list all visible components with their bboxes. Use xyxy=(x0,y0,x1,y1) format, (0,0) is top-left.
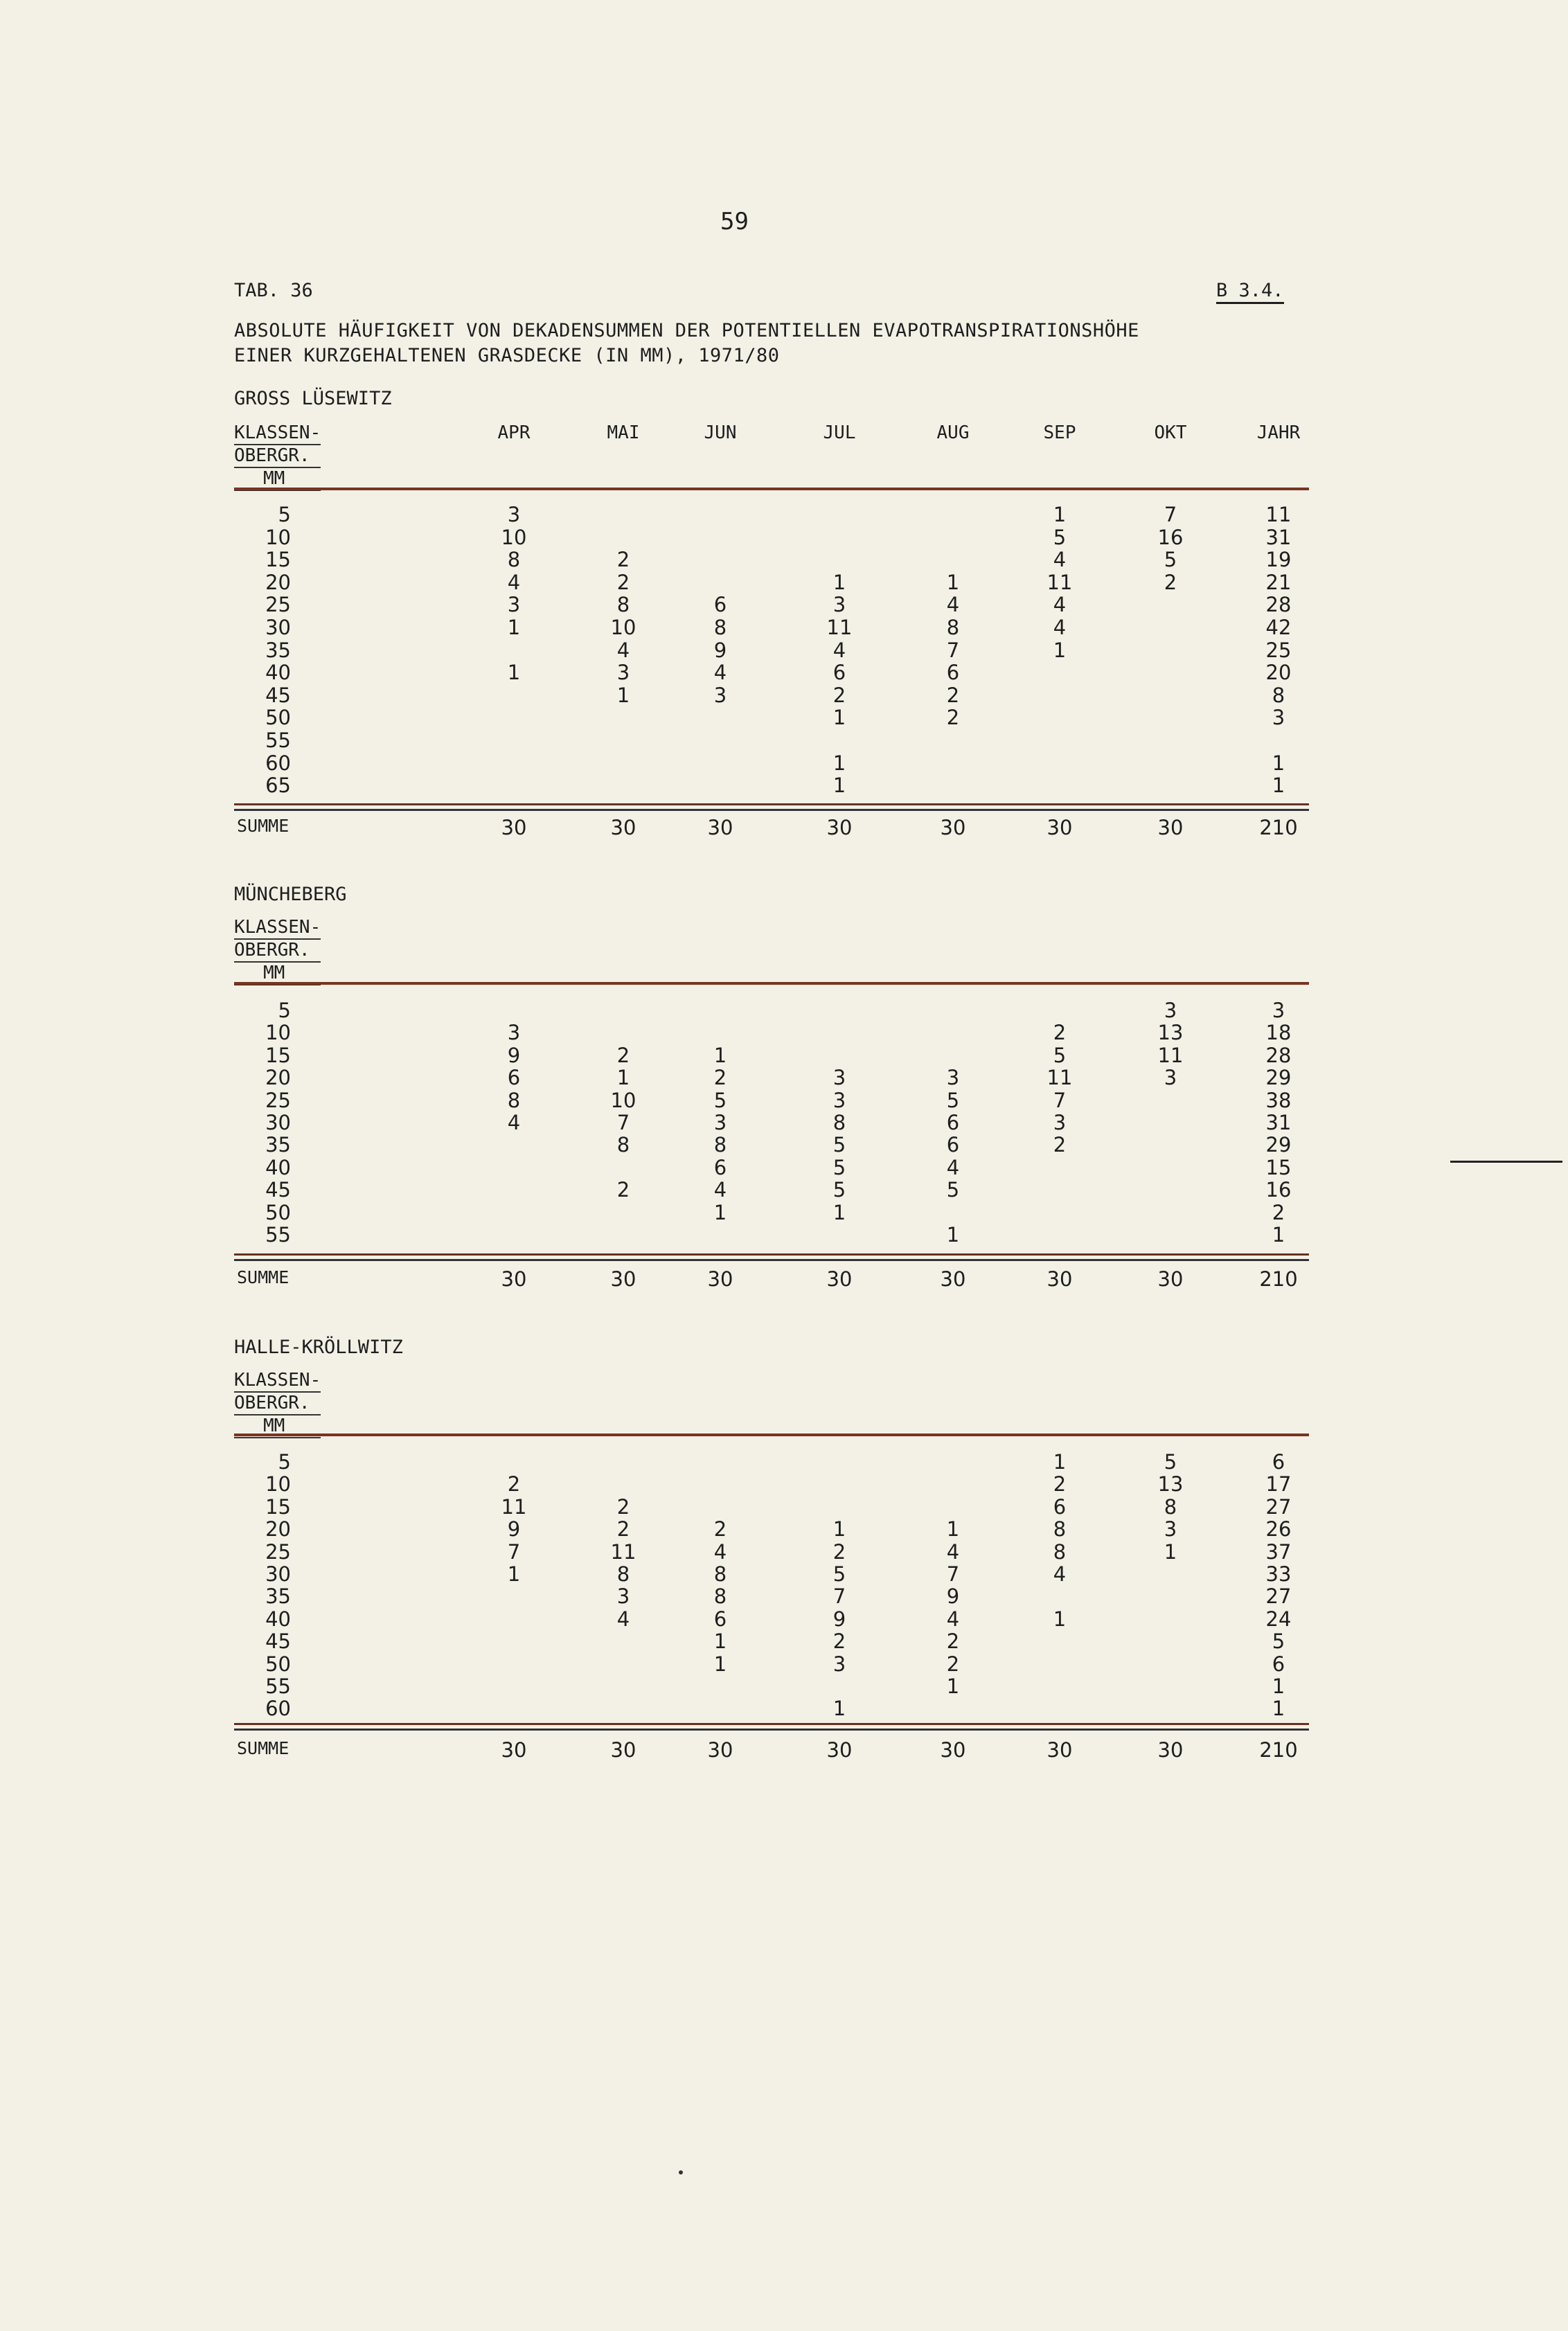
frequency-cell: 2 xyxy=(616,1517,630,1542)
frequency-cell: 4 xyxy=(1053,1562,1067,1586)
sum-cell: 30 xyxy=(501,816,527,839)
sum-label: SUMME xyxy=(237,1267,289,1287)
frequency-cell: 1 xyxy=(507,616,521,639)
class-bound-value: 20 xyxy=(265,1517,291,1542)
class-bound-value: 5 xyxy=(278,999,291,1022)
frequency-cell: 4 xyxy=(946,1539,960,1564)
frequency-cell: 4 xyxy=(946,1607,960,1631)
frequency-cell: 4 xyxy=(713,661,727,685)
class-header-label xyxy=(234,1370,321,1438)
frequency-cell: 10 xyxy=(610,616,636,639)
class-bound-value: 30 xyxy=(265,1562,291,1586)
sum-cell: 30 xyxy=(1157,1738,1184,1762)
frequency-cell: 7 xyxy=(507,1539,521,1564)
frequency-cell: 3 xyxy=(832,1066,846,1090)
frequency-cell: 2 xyxy=(946,683,960,707)
class-bound-value: 10 xyxy=(265,1021,291,1045)
frequency-cell: 11 xyxy=(1046,570,1073,594)
sum-cell: 210 xyxy=(1259,1267,1298,1291)
frequency-cell: 1 xyxy=(1272,1697,1285,1721)
class-header-line: KLASSEN- xyxy=(234,1370,321,1393)
frequency-cell: 1 xyxy=(946,1223,960,1247)
frequency-cell: 33 xyxy=(1265,1562,1292,1586)
class-bound-value: 40 xyxy=(265,661,291,685)
sum-cell: 30 xyxy=(1046,1738,1073,1762)
frequency-cell: 1 xyxy=(616,1066,630,1090)
sum-cell: 30 xyxy=(1046,816,1073,839)
frequency-cell: 2 xyxy=(616,548,630,572)
frequency-cell: 1 xyxy=(616,683,630,707)
frequency-cell: 8 xyxy=(1053,1539,1067,1564)
frequency-cell: 8 xyxy=(507,548,521,572)
class-bound-value: 55 xyxy=(265,729,291,752)
frequency-cell: 2 xyxy=(1053,1133,1067,1157)
sum-cell: 210 xyxy=(1259,816,1298,839)
class-header-line: MM xyxy=(234,963,321,985)
frequency-cell: 3 xyxy=(713,1111,727,1134)
frequency-cell: 5 xyxy=(1164,1450,1177,1474)
frequency-cell: 1 xyxy=(713,1200,727,1224)
station-name: GROSS LÜSEWITZ xyxy=(234,388,392,409)
frequency-cell: 16 xyxy=(1157,525,1184,549)
frequency-cell: 1 xyxy=(832,1517,846,1542)
class-bound-value: 25 xyxy=(265,593,291,617)
frequency-cell: 1 xyxy=(1053,638,1067,662)
class-bound-value: 10 xyxy=(265,1472,291,1497)
frequency-cell: 8 xyxy=(946,616,960,639)
sum-cell: 30 xyxy=(610,1738,636,1762)
frequency-cell: 17 xyxy=(1265,1472,1292,1497)
frequency-cell: 3 xyxy=(713,683,727,707)
class-bound-value: 30 xyxy=(265,616,291,639)
sum-cell: 30 xyxy=(940,816,966,839)
sum-cell: 30 xyxy=(610,1267,636,1291)
frequency-cell: 9 xyxy=(832,1607,846,1631)
frequency-cell: 7 xyxy=(1053,1088,1067,1112)
frequency-cell: 15 xyxy=(1265,1155,1292,1179)
frequency-cell: 3 xyxy=(832,1088,846,1112)
frequency-cell: 3 xyxy=(1164,999,1177,1022)
frequency-cell: 1 xyxy=(946,1674,960,1698)
class-header-line: KLASSEN- xyxy=(234,422,321,445)
frequency-cell: 3 xyxy=(616,1584,630,1609)
table-title-line-1: ABSOLUTE HÄUFIGKEIT VON DEKADENSUMMEN DER POTENTIELLEN EVAPOTRANSPIRATIONSHÖHE xyxy=(234,320,1139,341)
frequency-cell: 19 xyxy=(1265,548,1292,572)
frequency-cell: 5 xyxy=(946,1088,960,1112)
sum-cell: 30 xyxy=(1157,1267,1184,1291)
class-bound-value: 5 xyxy=(278,503,291,526)
frequency-cell: 6 xyxy=(832,661,846,685)
frequency-cell: 6 xyxy=(946,661,960,685)
frequency-cell: 1 xyxy=(832,706,846,730)
class-bound-value: 35 xyxy=(265,638,291,662)
class-header-line: OBERGR. xyxy=(234,445,321,468)
frequency-cell: 3 xyxy=(832,593,846,617)
page-number: 59 xyxy=(720,208,749,235)
frequency-cell: 8 xyxy=(1164,1494,1177,1519)
class-header-label xyxy=(234,422,321,491)
sum-cell: 30 xyxy=(940,1738,966,1762)
frequency-cell: 2 xyxy=(832,1539,846,1564)
frequency-cell: 1 xyxy=(713,1652,727,1676)
class-header-line: OBERGR. xyxy=(234,1393,321,1415)
frequency-cell: 31 xyxy=(1265,1111,1292,1134)
frequency-cell: 9 xyxy=(713,638,727,662)
frequency-cell: 1 xyxy=(507,1562,521,1586)
sum-cell: 30 xyxy=(707,1267,733,1291)
header-rule xyxy=(234,488,1309,490)
class-bound-value: 15 xyxy=(265,548,291,572)
frequency-cell: 8 xyxy=(713,616,727,639)
class-bound-value: 10 xyxy=(265,525,291,549)
class-bound-value: 50 xyxy=(265,706,291,730)
header-rule xyxy=(234,1434,1309,1436)
frequency-cell: 3 xyxy=(1164,1066,1177,1090)
class-bound-value: 60 xyxy=(265,1697,291,1721)
frequency-cell: 1 xyxy=(832,774,846,798)
sum-cell: 30 xyxy=(610,816,636,839)
class-header-line: OBERGR. xyxy=(234,940,321,963)
class-bound-value: 30 xyxy=(265,1111,291,1134)
frequency-cell: 7 xyxy=(1164,503,1177,526)
sum-rule xyxy=(234,1253,1309,1261)
frequency-cell: 3 xyxy=(1053,1111,1067,1134)
frequency-cell: 4 xyxy=(616,1607,630,1631)
frequency-cell: 9 xyxy=(507,1043,521,1067)
frequency-cell: 37 xyxy=(1265,1539,1292,1564)
frequency-cell: 6 xyxy=(507,1066,521,1090)
frequency-cell: 11 xyxy=(1157,1043,1184,1067)
frequency-cell: 8 xyxy=(713,1562,727,1586)
frequency-cell: 8 xyxy=(507,1088,521,1112)
frequency-cell: 6 xyxy=(946,1111,960,1134)
station-name: MÜNCHEBERG xyxy=(234,884,347,905)
frequency-cell: 1 xyxy=(1164,1539,1177,1564)
frequency-cell: 29 xyxy=(1265,1133,1292,1157)
frequency-cell: 13 xyxy=(1157,1472,1184,1497)
frequency-cell: 6 xyxy=(713,1607,727,1631)
month-header: MAI xyxy=(607,422,640,443)
class-bound-value: 25 xyxy=(265,1539,291,1564)
frequency-cell: 8 xyxy=(1053,1517,1067,1542)
frequency-cell: 8 xyxy=(713,1584,727,1609)
frequency-cell: 4 xyxy=(1053,616,1067,639)
frequency-cell: 2 xyxy=(1164,570,1177,594)
frequency-cell: 7 xyxy=(616,1111,630,1134)
sum-label: SUMME xyxy=(237,816,289,836)
frequency-cell: 4 xyxy=(832,638,846,662)
sum-cell: 30 xyxy=(501,1267,527,1291)
sum-cell: 30 xyxy=(940,1267,966,1291)
frequency-cell: 1 xyxy=(1053,1607,1067,1631)
frequency-cell: 29 xyxy=(1265,1066,1292,1090)
frequency-cell: 20 xyxy=(1265,661,1292,685)
speck-mark xyxy=(679,2170,683,2174)
frequency-cell: 4 xyxy=(1053,548,1067,572)
frequency-cell: 2 xyxy=(713,1066,727,1090)
frequency-cell: 1 xyxy=(832,570,846,594)
frequency-cell: 5 xyxy=(832,1133,846,1157)
frequency-cell: 27 xyxy=(1265,1584,1292,1609)
frequency-cell: 1 xyxy=(832,1200,846,1224)
month-header: JUL xyxy=(823,422,856,443)
frequency-cell: 6 xyxy=(1272,1450,1285,1474)
class-bound-value: 55 xyxy=(265,1223,291,1247)
frequency-cell: 7 xyxy=(946,638,960,662)
frequency-cell: 26 xyxy=(1265,1517,1292,1542)
class-bound-value: 40 xyxy=(265,1607,291,1631)
frequency-cell: 5 xyxy=(1053,1043,1067,1067)
sum-cell: 30 xyxy=(501,1738,527,1762)
frequency-cell: 4 xyxy=(946,593,960,617)
frequency-cell: 8 xyxy=(616,1133,630,1157)
frequency-cell: 1 xyxy=(832,1697,846,1721)
frequency-cell: 5 xyxy=(1053,525,1067,549)
frequency-cell: 4 xyxy=(507,1111,521,1134)
class-header-line: KLASSEN- xyxy=(234,917,321,940)
sum-cell: 30 xyxy=(826,1267,853,1291)
frequency-cell: 2 xyxy=(1272,1200,1285,1224)
month-header: SEP xyxy=(1043,422,1076,443)
frequency-cell: 11 xyxy=(1046,1066,1073,1090)
frequency-cell: 13 xyxy=(1157,1021,1184,1045)
frequency-cell: 5 xyxy=(832,1562,846,1586)
frequency-cell: 3 xyxy=(507,1021,521,1045)
frequency-cell: 16 xyxy=(1265,1178,1292,1202)
frequency-cell: 1 xyxy=(1272,1223,1285,1247)
frequency-cell: 2 xyxy=(832,1629,846,1654)
frequency-cell: 5 xyxy=(832,1155,846,1179)
class-bound-value: 25 xyxy=(265,1088,291,1112)
frequency-cell: 4 xyxy=(946,1155,960,1179)
class-bound-value: 40 xyxy=(265,1155,291,1179)
frequency-cell: 27 xyxy=(1265,1494,1292,1519)
month-header: AUG xyxy=(936,422,970,443)
frequency-cell: 6 xyxy=(946,1133,960,1157)
frequency-cell: 3 xyxy=(1272,706,1285,730)
sum-label: SUMME xyxy=(237,1738,289,1758)
frequency-cell: 11 xyxy=(826,616,853,639)
frequency-cell: 3 xyxy=(1272,999,1285,1022)
frequency-cell: 7 xyxy=(832,1584,846,1609)
sum-cell: 30 xyxy=(1046,1267,1073,1291)
frequency-cell: 21 xyxy=(1265,570,1292,594)
class-header-line: MM xyxy=(234,468,321,491)
frequency-cell: 1 xyxy=(507,661,521,685)
class-bound-value: 50 xyxy=(265,1652,291,1676)
frequency-cell: 1 xyxy=(1053,503,1067,526)
frequency-cell: 3 xyxy=(1164,1517,1177,1542)
class-bound-value: 60 xyxy=(265,751,291,775)
frequency-cell: 2 xyxy=(507,1472,521,1497)
class-bound-value: 45 xyxy=(265,683,291,707)
frequency-cell: 5 xyxy=(713,1088,727,1112)
month-header: OKT xyxy=(1154,422,1187,443)
frequency-cell: 4 xyxy=(507,570,521,594)
frequency-cell: 1 xyxy=(1272,774,1285,798)
frequency-cell: 4 xyxy=(713,1178,727,1202)
sum-rule xyxy=(234,1723,1309,1731)
frequency-cell: 10 xyxy=(501,525,527,549)
month-header: JAHR xyxy=(1256,422,1301,443)
class-bound-value: 50 xyxy=(265,1200,291,1224)
frequency-cell: 1 xyxy=(713,1043,727,1067)
class-bound-value: 35 xyxy=(265,1133,291,1157)
frequency-cell: 11 xyxy=(501,1494,527,1519)
frequency-cell: 2 xyxy=(616,1494,630,1519)
header-rule xyxy=(234,982,1309,985)
frequency-cell: 4 xyxy=(713,1539,727,1564)
frequency-cell: 3 xyxy=(507,503,521,526)
frequency-cell: 2 xyxy=(946,1629,960,1654)
frequency-cell: 6 xyxy=(1272,1652,1285,1676)
month-header: APR xyxy=(497,422,531,443)
frequency-cell: 1 xyxy=(1272,1674,1285,1698)
frequency-cell: 6 xyxy=(1053,1494,1067,1519)
table-label: TAB. 36 xyxy=(234,280,313,301)
frequency-cell: 8 xyxy=(1272,683,1285,707)
class-bound-value: 45 xyxy=(265,1178,291,1202)
frequency-cell: 3 xyxy=(507,593,521,617)
frequency-cell: 5 xyxy=(1164,548,1177,572)
frequency-cell: 1 xyxy=(832,751,846,775)
frequency-cell: 10 xyxy=(610,1088,636,1112)
frequency-cell: 2 xyxy=(1053,1021,1067,1045)
frequency-cell: 2 xyxy=(616,1178,630,1202)
frequency-cell: 28 xyxy=(1265,1043,1292,1067)
sum-cell: 30 xyxy=(826,816,853,839)
frequency-cell: 2 xyxy=(616,570,630,594)
frequency-cell: 5 xyxy=(946,1178,960,1202)
class-bound-value: 15 xyxy=(265,1043,291,1067)
frequency-cell: 1 xyxy=(946,570,960,594)
frequency-cell: 25 xyxy=(1265,638,1292,662)
frequency-cell: 8 xyxy=(713,1133,727,1157)
frequency-cell: 4 xyxy=(616,638,630,662)
frequency-cell: 4 xyxy=(1053,593,1067,617)
class-bound-value: 45 xyxy=(265,1629,291,1654)
frequency-cell: 2 xyxy=(713,1517,727,1542)
frequency-cell: 6 xyxy=(713,593,727,617)
frequency-cell: 31 xyxy=(1265,525,1292,549)
frequency-cell: 24 xyxy=(1265,1607,1292,1631)
frequency-cell: 42 xyxy=(1265,616,1292,639)
frequency-cell: 3 xyxy=(832,1652,846,1676)
frequency-cell: 38 xyxy=(1265,1088,1292,1112)
sum-cell: 30 xyxy=(826,1738,853,1762)
frequency-cell: 11 xyxy=(610,1539,636,1564)
frequency-cell: 5 xyxy=(1272,1629,1285,1654)
frequency-cell: 8 xyxy=(616,593,630,617)
frequency-cell: 9 xyxy=(507,1517,521,1542)
frequency-cell: 5 xyxy=(832,1178,846,1202)
frequency-cell: 3 xyxy=(946,1066,960,1090)
sum-cell: 30 xyxy=(707,1738,733,1762)
sum-rule xyxy=(234,803,1309,811)
frequency-cell: 2 xyxy=(1053,1472,1067,1497)
class-header-line: MM xyxy=(234,1415,321,1438)
frequency-cell: 1 xyxy=(1053,1450,1067,1474)
month-header: JUN xyxy=(704,422,737,443)
frequency-cell: 3 xyxy=(616,661,630,685)
frequency-cell: 1 xyxy=(946,1517,960,1542)
sum-cell: 210 xyxy=(1259,1738,1298,1762)
class-header-label xyxy=(234,917,321,985)
frequency-cell: 1 xyxy=(713,1629,727,1654)
frequency-cell: 7 xyxy=(946,1562,960,1586)
frequency-cell: 28 xyxy=(1265,593,1292,617)
frequency-cell: 2 xyxy=(616,1043,630,1067)
sum-cell: 30 xyxy=(707,816,733,839)
class-bound-value: 55 xyxy=(265,1674,291,1698)
station-name: HALLE-KRÖLLWITZ xyxy=(234,1337,403,1358)
frequency-cell: 2 xyxy=(946,1652,960,1676)
table-reference: B 3.4. xyxy=(1216,280,1284,304)
frequency-cell: 18 xyxy=(1265,1021,1292,1045)
frequency-cell: 6 xyxy=(713,1155,727,1179)
frequency-cell: 2 xyxy=(946,706,960,730)
frequency-cell: 2 xyxy=(832,683,846,707)
class-bound-value: 65 xyxy=(265,774,291,798)
frequency-cell: 1 xyxy=(1272,751,1285,775)
frequency-cell: 8 xyxy=(616,1562,630,1586)
class-bound-value: 20 xyxy=(265,1066,291,1090)
class-bound-value: 5 xyxy=(278,1450,291,1474)
class-bound-value: 15 xyxy=(265,1494,291,1519)
page-edge-mark xyxy=(1450,1161,1562,1163)
class-bound-value: 20 xyxy=(265,570,291,594)
table-title-line-2: EINER KURZGEHALTENEN GRASDECKE (IN MM), 1971/80 xyxy=(234,345,780,366)
frequency-cell: 8 xyxy=(832,1111,846,1134)
class-bound-value: 35 xyxy=(265,1584,291,1609)
sum-cell: 30 xyxy=(1157,816,1184,839)
frequency-cell: 11 xyxy=(1265,503,1292,526)
frequency-cell: 9 xyxy=(946,1584,960,1609)
